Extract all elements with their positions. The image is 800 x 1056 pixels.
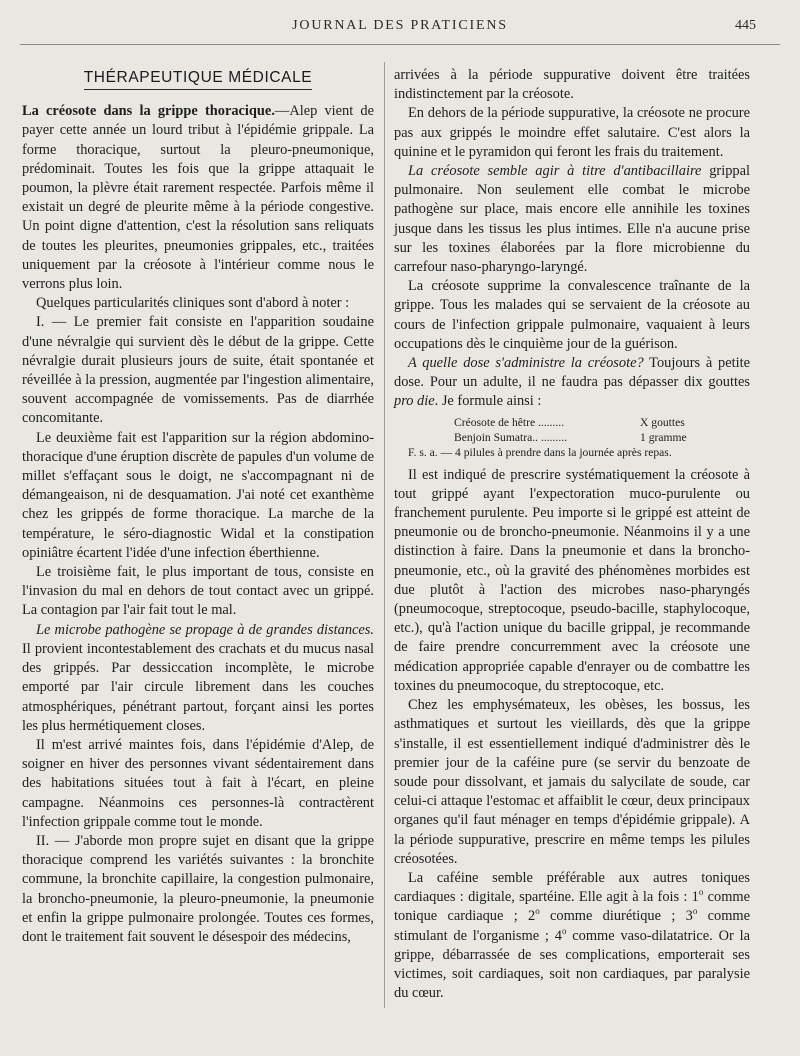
right-column [394, 66, 750, 1003]
paragraph-text: Toujours à petite dose. Pour un adulte, il ne faudra pas dépasser dix gouttes [394, 355, 750, 391]
paragraph-text: Il provient incontestablement des crachats et du mucus nasal des grippés. Par dessiccation incomplète, le microbe emporté par l'air circule librement dans les couches atmosphériques, pénétrant partout, forçant ainsi les portes les plus hermétiquement closes. [22, 640, 374, 734]
paragraph: Le deuxième fait est l'apparition sur la région abdomino-thoracique d'une éruption discrète de papules d'un volume de millet s'effaçant sous le doigt, ne s'accompagnant ni de démangeaison, ni de desquamation. J'ai noté cet exanthème chez les grippés de forme thoracique. La marche de la température, le séro-diagnostic Widal et la constipation opiniâtre écartent l'idée d'une infection éberthienne. [22, 429, 374, 561]
prescription-formula [394, 415, 750, 460]
page-number: 445 [735, 18, 756, 33]
paragraph: arrivées à la période suppurative doivent être traitées indistinctement par la créosote. [394, 67, 750, 103]
paragraph [394, 354, 750, 412]
formula-quantity: 1 gramme [640, 430, 687, 444]
paragraph: Chez les emphysémateux, les obèses, les bossus, les asthmatiques et surtout les vieillards, dès que la grippe s'installe, il est essentiellement indiqué d'administrer dès le premier jour de la caféine pure (se servir du benzoate de soude pour dissolvant, et jamais du salycilate de soude, car celui-ci attaque l'estomac et affaiblit le cœur, deux principaux organes qu'il faut ménager en temps d'épidémie grippale). A la période suppurative, prescrire en même temps les pilules créosotées. [394, 697, 750, 867]
lead-paragraph [22, 102, 374, 294]
paragraph-text: comme vaso-dilatatrice. Or la grippe, débarrassée de ses complications, emporterait ses victimes, soit cardiaques, soit non cardiaques, par paralysie du cœur. [394, 927, 750, 1002]
formula-ingredient: Créosote de hêtre ......... [454, 415, 565, 429]
italic-phrase: La créosote semble agir à titre d'antibacillaire [408, 163, 702, 180]
formula-row [394, 430, 750, 445]
formula-row [394, 415, 750, 430]
paragraph [22, 621, 374, 736]
ordinal-marker: o [561, 925, 567, 936]
formula-ingredient: Benjoin Sumatra.. ......... [454, 430, 568, 444]
paragraph: En dehors de la période suppurative, la créosote ne procure pas aux grippés le moindre effet salutaire. C'est alors la quinine et le pyramidon qui feront les frais du traitement. [394, 105, 750, 160]
journal-title: JOURNAL DES PRATICIENS [292, 18, 508, 33]
paragraph-text: . Je formule ainsi : [434, 393, 542, 410]
article-title: La créosote dans la grippe thoracique. [22, 103, 275, 120]
paragraph-text: grippal pulmonaire. Non seulement elle combat le microbe pathogène sur place, mais encore elle annihile les toxines jusque dans les tissus les plus intimes. Elle n'a aucune prise sur les toxines élaborées par la flore microbienne du carrefour naso-pharyngo-laryngé. [394, 163, 750, 276]
paragraph-text: La caféine semble préférable aux autres toniques cardiaques : digitale, spartéine. Elle agit à la fois : 1 [394, 869, 750, 906]
paragraph-text: comme diurétique ; 3 [539, 908, 693, 925]
section-title [22, 68, 374, 90]
ordinal-marker: o [535, 906, 540, 917]
formula-instructions: F. s. a. — 4 pilules à prendre dans la journée après repas. [408, 445, 672, 459]
paragraph: Il est indiqué de prescrire systématiquement la créosote à tout grippé ayant l'expectoration muco-purulente ou franchement purulente. Peu importe si le grippé est atteint de pneumonie ou de broncho-pneumonie. Néanmoins il y a une distinction à faire. Dans la pneumonie et dans la broncho-pneumonie, etc., où la gravité des phénomènes morbides est due plutôt à l'action des microbes naso-pharyngés (pneumocoque, streptocoque, pseudo-bacille, staphylocoque, etc.), qu'à l'action unique du bacille grippal, je recommande de faire prendre concurremment avec la créosote une médication appropriée capable d'enrayer ou de combattre les toxines du pneumocoque, du streptocoque, etc. [394, 466, 750, 694]
paragraph [394, 869, 750, 1003]
paragraph: La créosote supprime la convalescence traînante de la grippe. Tous les malades qui se servaient de la créosote au cours de l'infection grippale pulmonaire, vaquaient à leurs occupations dès le cinquième jour de la guérison. [394, 278, 750, 352]
paragraph-text: comme stimulant de l'organisme ; 4 [394, 908, 750, 944]
formula-quantity: X gouttes [640, 415, 685, 429]
ordinal-marker: o [698, 887, 704, 898]
running-header [0, 18, 800, 42]
header-rule [20, 44, 780, 45]
paragraph: I. — Le premier fait consiste en l'apparition soudaine d'une névralgie qui survient dès le début de la grippe. Cette névralgie durait plusieurs jours de suite, était spontanée et réveillée à la pression, augmentée par l'ingestion alimentaire, souvent accompagnée de vomissements. Pas de diarrhée concomitante. [22, 314, 374, 427]
lead-text: —Alep vient de payer cette année un lourd tribut à l'épidémie grippale. La forme thoracique, surtout la pleuro-pneumonique, prédominait. Toutes les fois que la grippe attaquait le poumon, la plèvre était rarement respectée. Parfois même il existait un degré de pleurite même à la période congestive. Un point digne d'attention, c'est la résolution sans reliquats de toutes les pleurites, pneumonies grippales, etc., traitées uniquement par la créosote à l'intérieur comme nous le verrons plus loin. [22, 103, 374, 293]
left-column [22, 66, 374, 947]
paragraph: Le troisième fait, le plus important de tous, consiste en l'invasion du mal en dehors de tout contact avec un grippé. La contagion par l'air fait tout le mal. [22, 564, 374, 619]
paragraph: Il m'est arrivé maintes fois, dans l'épidémie d'Alep, de soigner en hiver des personnes vivant sédentairement dans des habitations situées tout à fait à l'écart, en pleine campagne. Néanmoins ces personnes-là contractèrent l'infection grippale comme tout le monde. [22, 736, 374, 830]
paragraph [394, 162, 750, 277]
section-title-text: THÉRAPEUTIQUE MÉDICALE [84, 68, 313, 90]
italic-phrase: pro die [394, 393, 435, 410]
ordinal-marker: o [692, 906, 698, 917]
italic-phrase: A quelle dose s'administre la créosote? [408, 355, 644, 372]
paragraph-text: comme tonique cardiaque ; 2 [394, 889, 750, 925]
paragraph: Quelques particularités cliniques sont d'abord à noter : [36, 295, 350, 312]
paragraph: II. — J'aborde mon propre sujet en disant que la grippe thoracique comprend les variétés suivantes : la bronchite commune, la bronchite capillaire, la congestion pulmonaire, la broncho-pneumonie, la pleuro-pneumonie, la pneumonie et enfin la grippe pulmonaire prolongée. Toutes ces formes, dont le traitement fait souvent le désespoir des médecins, [22, 832, 374, 945]
column-divider [384, 62, 385, 1008]
italic-phrase: Le microbe pathogène se propage à de grandes distances. [36, 621, 374, 638]
